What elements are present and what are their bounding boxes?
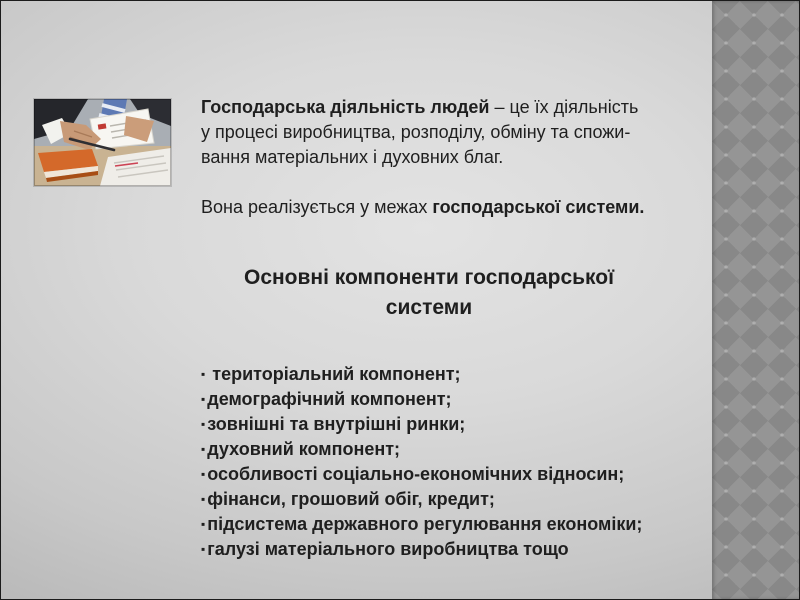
intro-text-block <box>201 95 721 220</box>
slide-heading <box>156 263 702 323</box>
list-item-text: територіальний компонент; <box>207 364 461 384</box>
definition-term: Господарська діяльність людей <box>201 97 490 117</box>
list-item <box>201 412 701 437</box>
definition-line2: у процесі виробництва, розподілу, обміну та спожи- <box>201 122 631 142</box>
definition-line1-rest: – це їх діяльність <box>489 97 639 117</box>
square-bullet-icon: ▪ <box>201 467 206 481</box>
list-item <box>201 362 701 387</box>
square-bullet-icon: ▪ <box>201 517 206 531</box>
list-item <box>201 387 701 412</box>
square-bullet-icon: ▪ <box>201 492 206 506</box>
list-item-text: зовнішні та внутрішні ринки; <box>207 414 466 434</box>
diamond-pattern-band <box>712 1 799 599</box>
heading-line1: Основні компоненти господарської <box>243 266 615 289</box>
definition-line3: вання матеріальних і духовних благ. <box>201 147 504 167</box>
heading-line2: системи <box>385 296 473 319</box>
list-item <box>201 437 701 462</box>
realization-regular: Вона реалізується у межах <box>201 197 433 217</box>
components-list <box>201 362 701 562</box>
square-bullet-icon: ▪ <box>201 542 206 556</box>
definition-paragraph <box>201 95 721 170</box>
list-item-text: демографічний компонент; <box>207 389 452 409</box>
square-bullet-icon: ▪ <box>201 417 206 431</box>
business-documents-photo <box>34 99 171 186</box>
list-item-text: особливості соціально-економічних відносин; <box>207 464 625 484</box>
list-item-text: галузі матеріального виробництва тощо <box>207 539 569 559</box>
list-item <box>201 487 701 512</box>
square-bullet-icon: ▪ <box>201 392 206 406</box>
list-item <box>201 512 701 537</box>
list-item-text: фінанси, грошовий обіг, кредит; <box>207 489 495 509</box>
realization-bold: господарської системи. <box>432 197 645 217</box>
list-item <box>201 537 701 562</box>
photo-illustration <box>34 99 171 186</box>
list-item <box>201 462 701 487</box>
square-bullet-icon: ▪ <box>201 367 206 381</box>
list-item-text: підсистема державного регулювання економіки; <box>207 514 643 534</box>
square-bullet-icon: ▪ <box>201 442 206 456</box>
list-item-text: духовний компонент; <box>207 439 401 459</box>
realization-sentence <box>201 195 721 220</box>
